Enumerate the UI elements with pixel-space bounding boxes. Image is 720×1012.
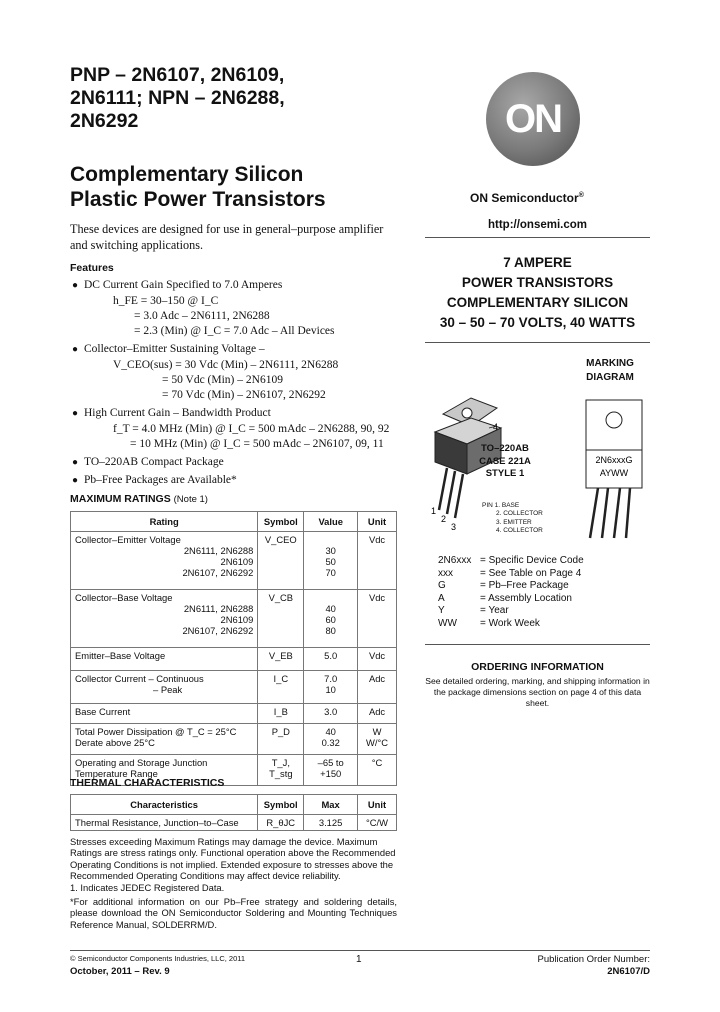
- divider: [425, 342, 650, 343]
- table-row: [71, 590, 397, 648]
- rating-sub: 2N6109: [220, 556, 254, 567]
- rating-symbol: V_CEO: [258, 532, 304, 590]
- rating-value: 0.32: [321, 737, 340, 748]
- rating-symbol: I_B: [258, 704, 304, 724]
- rating-value: 7.0: [324, 673, 338, 684]
- ordering-heading: ORDERING INFORMATION: [471, 661, 604, 673]
- package-label: [470, 443, 540, 481]
- jedec-note: 1. Indicates JEDEC Registered Data.: [70, 881, 225, 893]
- bullet-icon: ●: [72, 457, 79, 468]
- feature-gain-bw: High Current Gain – Bandwidth Product: [84, 407, 271, 419]
- rating-name: Derate above 25°C: [75, 737, 155, 748]
- company-name: [470, 191, 584, 205]
- document-title: [70, 162, 326, 212]
- thermal-char: Thermal Resistance, Junction–to–Case: [71, 815, 258, 831]
- column-header: Unit: [358, 512, 397, 532]
- desc-line: POWER TRANSISTORS: [461, 275, 614, 290]
- rating-name: Collector–Base Voltage: [75, 592, 173, 603]
- feature-dc-gain-line: h_FE = 30–150 @ I_C: [113, 295, 219, 307]
- legend-code: Y: [438, 605, 445, 617]
- max-ratings-title: MAXIMUM RATINGS: [70, 493, 171, 505]
- rating-name: Total Power Dissipation @ T_C = 25°C: [75, 726, 237, 737]
- publication-label: Publication Order Number:: [537, 954, 650, 965]
- feature-gain-bw-line: f_T = 4.0 MHz (Min) @ I_C = 500 mAdc – 2N6288, 90, 92: [113, 423, 390, 435]
- rating-value: 30: [325, 545, 336, 556]
- thermal-max: 3.125: [304, 815, 358, 831]
- date-revision: October, 2011 – Rev. 9: [70, 966, 170, 977]
- thermal-table: [70, 794, 397, 831]
- table-row: [71, 671, 397, 704]
- legend-code: 2N6xxx: [438, 555, 472, 566]
- lead-3: [455, 474, 463, 518]
- column-header: Max: [304, 795, 358, 815]
- package-line: TO–220AB: [481, 443, 529, 454]
- stress-text: Stresses exceeding Maximum Ratings may damage the device. Maximum Ratings are stress ratings only. Functional operation above the Recommended Operating Conditions is not implied. Extended exposure to stresses above the Recommended Operating Conditions may affect device reliability.: [70, 836, 396, 882]
- package-line: STYLE 1: [485, 468, 525, 479]
- legend-code: G: [438, 580, 446, 592]
- rating-sub: – Peak: [153, 684, 183, 695]
- mounting-hole: [462, 408, 472, 418]
- pin-assignment: 3. EMITTER: [496, 518, 532, 526]
- bullet-icon: ●: [72, 280, 79, 291]
- package-line: CASE 221A: [479, 455, 531, 467]
- rating-name: Temperature Range: [75, 768, 158, 779]
- rating-sub: 2N6107, 2N6292: [182, 567, 254, 578]
- feature-package: TO–220AB Compact Package: [84, 456, 224, 468]
- marking-code: 2N6xxxG: [595, 455, 633, 465]
- legend-desc: = See Table on Page 4: [480, 567, 582, 579]
- pin-assignments: [482, 502, 543, 536]
- features-heading: Features: [70, 262, 114, 274]
- column-header: Symbol: [258, 512, 304, 532]
- title-line: Plastic Power Transistors: [70, 188, 326, 211]
- legend-desc: = Year: [480, 605, 509, 617]
- copyright: © Semiconductor Components Industries, LLC, 2011: [70, 954, 246, 963]
- bullet-icon: ●: [72, 344, 79, 355]
- marking-line: DIAGRAM: [586, 372, 634, 383]
- rating-unit: W: [372, 726, 382, 737]
- pin-number: 2: [441, 514, 447, 524]
- legend-desc: = Assembly Location: [480, 592, 572, 604]
- feature-dc-gain-line: = 3.0 Adc – 2N6111, 2N6288: [134, 310, 270, 322]
- column-header: Symbol: [258, 795, 304, 815]
- legend-desc: = Specific Device Code: [480, 555, 584, 566]
- thermal-symbol: R_θJC: [258, 815, 304, 831]
- max-ratings-note: (Note 1): [173, 494, 208, 505]
- part-numbers-title: [70, 64, 390, 133]
- rating-sub: 2N6111, 2N6288: [183, 545, 254, 556]
- marking-lead: [626, 488, 630, 538]
- pin-assignment: 4. COLLECTOR: [496, 527, 543, 535]
- on-logo: [486, 72, 580, 166]
- legend-row: [430, 593, 584, 606]
- rating-name: Collector–Emitter Voltage: [75, 534, 181, 545]
- desc-line: COMPLEMENTARY SILICON: [446, 295, 629, 310]
- legend-desc: = Pb–Free Package: [480, 580, 569, 592]
- feature-pbfree: Pb–Free Packages are Available*: [84, 474, 237, 486]
- rating-value: 60: [325, 614, 336, 625]
- rating-unit: Vdc: [358, 648, 397, 671]
- marking-line: MARKING: [586, 358, 634, 369]
- intro-paragraph: These devices are designed for use in general–purpose amplifier and switching applications.: [70, 222, 384, 252]
- divider: [425, 644, 650, 645]
- feature-vceo-line: = 70 Vdc (Min) – 2N6107, 2N6292: [162, 389, 326, 401]
- part-line: 2N6292: [70, 110, 139, 132]
- rating-name: Operating and Storage Junction: [75, 757, 208, 768]
- rating-sub: 2N6107, 2N6292: [182, 625, 254, 636]
- rating-name: Emitter–Base Voltage: [71, 648, 258, 671]
- rating-value: 10: [325, 684, 336, 695]
- thermal-heading: THERMAL CHARACTERISTICS: [70, 777, 225, 789]
- rating-symbol: P_D: [258, 724, 304, 755]
- rating-value: 80: [325, 625, 336, 636]
- title-line: Complementary Silicon: [70, 163, 304, 186]
- column-header: Rating: [71, 512, 258, 532]
- rating-name: Collector Current – Continuous: [75, 673, 204, 684]
- lead-2: [447, 471, 455, 514]
- pin-number: 3: [451, 522, 457, 532]
- legend-code: A: [438, 592, 445, 604]
- legend-desc: = Work Week: [480, 617, 540, 629]
- column-header: Characteristics: [71, 795, 258, 815]
- company-url[interactable]: http://onsemi.com: [487, 219, 588, 231]
- table-header-row: [71, 512, 397, 532]
- rating-unit: W/°C: [366, 737, 389, 748]
- bullet-icon: ●: [72, 475, 79, 486]
- feature-vceo-line: = 50 Vdc (Min) – 2N6109: [162, 374, 283, 386]
- marking-code: AYWW: [599, 468, 629, 478]
- rating-sub: 2N6111, 2N6288: [183, 603, 254, 614]
- legend-row: [430, 555, 584, 568]
- table-row: [71, 532, 397, 590]
- pin-assignment: 2. COLLECTOR: [496, 510, 543, 518]
- rating-value: 70: [325, 567, 336, 578]
- pbfree-footnote: *For additional information on our Pb–Free strategy and soldering details, please download the ON Semiconductor Soldering and Mounting Techniques Reference Manual, SOLDERRM/D.: [70, 896, 397, 930]
- company-label: ON Semiconductor: [470, 191, 579, 205]
- table-row: [71, 724, 397, 755]
- max-ratings-table: [70, 511, 397, 786]
- legend-code: WW: [438, 617, 457, 629]
- rating-name: Base Current: [71, 704, 258, 724]
- registered-mark: ®: [578, 192, 584, 199]
- product-description: [425, 253, 650, 333]
- part-line: PNP – 2N6107, 2N6109,: [70, 64, 285, 86]
- desc-line: 7 AMPERE: [503, 255, 572, 270]
- rating-unit: Vdc: [358, 590, 397, 648]
- ordering-text: See detailed ordering, marking, and shipping information in the package dimensions section on page 4 of this data sheet.: [425, 676, 650, 708]
- feature-vceo: Collector–Emitter Sustaining Voltage –: [84, 343, 265, 355]
- pin-number: 1: [431, 506, 437, 516]
- lead-1: [439, 468, 447, 510]
- desc-line: 30 – 50 – 70 VOLTS, 40 WATTS: [439, 315, 636, 330]
- rating-value: 3.0: [304, 704, 358, 724]
- publication-number: 2N6107/D: [607, 966, 650, 977]
- divider: [425, 237, 650, 238]
- rating-value: 50: [325, 556, 336, 567]
- marking-lead: [614, 488, 620, 538]
- marking-hole: [606, 412, 622, 428]
- marking-title: [570, 357, 650, 385]
- pin-number: 4: [493, 422, 499, 432]
- page-number: 1: [356, 954, 362, 965]
- marking-lead: [590, 488, 598, 538]
- logo-text: ON: [505, 97, 561, 141]
- rating-value: –65 to +150: [304, 755, 358, 786]
- marking-lead: [602, 488, 608, 538]
- feature-dc-gain: DC Current Gain Specified to 7.0 Amperes: [84, 279, 283, 291]
- rating-sub: 2N6109: [220, 614, 254, 625]
- rating-value: 40: [325, 603, 336, 614]
- feature-dc-gain-line: = 2.3 (Min) @ I_C = 7.0 Adc – All Devices: [134, 325, 335, 337]
- table-row: [71, 648, 397, 671]
- table-row: [71, 704, 397, 724]
- legend-row: [430, 618, 584, 631]
- footer-divider: [70, 950, 650, 951]
- pin-assignment: PIN 1. BASE: [482, 502, 520, 509]
- rating-symbol: T_J, T_stg: [258, 755, 304, 786]
- thermal-unit: °C/W: [358, 815, 397, 831]
- rating-unit: Vdc: [358, 532, 397, 590]
- rating-symbol: I_C: [258, 671, 304, 704]
- legend-code: xxx: [438, 567, 453, 579]
- table-row: [71, 815, 397, 831]
- rating-value: 5.0: [304, 648, 358, 671]
- feature-vceo-line: V_CEO(sus) = 30 Vdc (Min) – 2N6111, 2N6288: [113, 359, 339, 371]
- feature-gain-bw-line: = 10 MHz (Min) @ I_C = 500 mAdc – 2N6107, 09, 11: [130, 438, 384, 450]
- bullet-icon: ●: [72, 408, 79, 419]
- rating-unit: Adc: [358, 704, 397, 724]
- marking-legend: [430, 555, 584, 631]
- rating-value: 40: [325, 726, 336, 737]
- max-ratings-heading: [70, 493, 208, 505]
- marking-diagram: [580, 398, 650, 546]
- stress-note: [70, 836, 397, 893]
- table-header-row: [71, 795, 397, 815]
- part-line: 2N6111; NPN – 2N6288,: [70, 87, 285, 109]
- rating-symbol: V_EB: [258, 648, 304, 671]
- legend-row: [430, 580, 584, 593]
- rating-symbol: V_CB: [258, 590, 304, 648]
- legend-row: [430, 568, 584, 581]
- rating-unit: Adc: [358, 671, 397, 704]
- column-header: Value: [304, 512, 358, 532]
- rating-unit: °C: [358, 755, 397, 786]
- column-header: Unit: [358, 795, 397, 815]
- legend-row: [430, 605, 584, 618]
